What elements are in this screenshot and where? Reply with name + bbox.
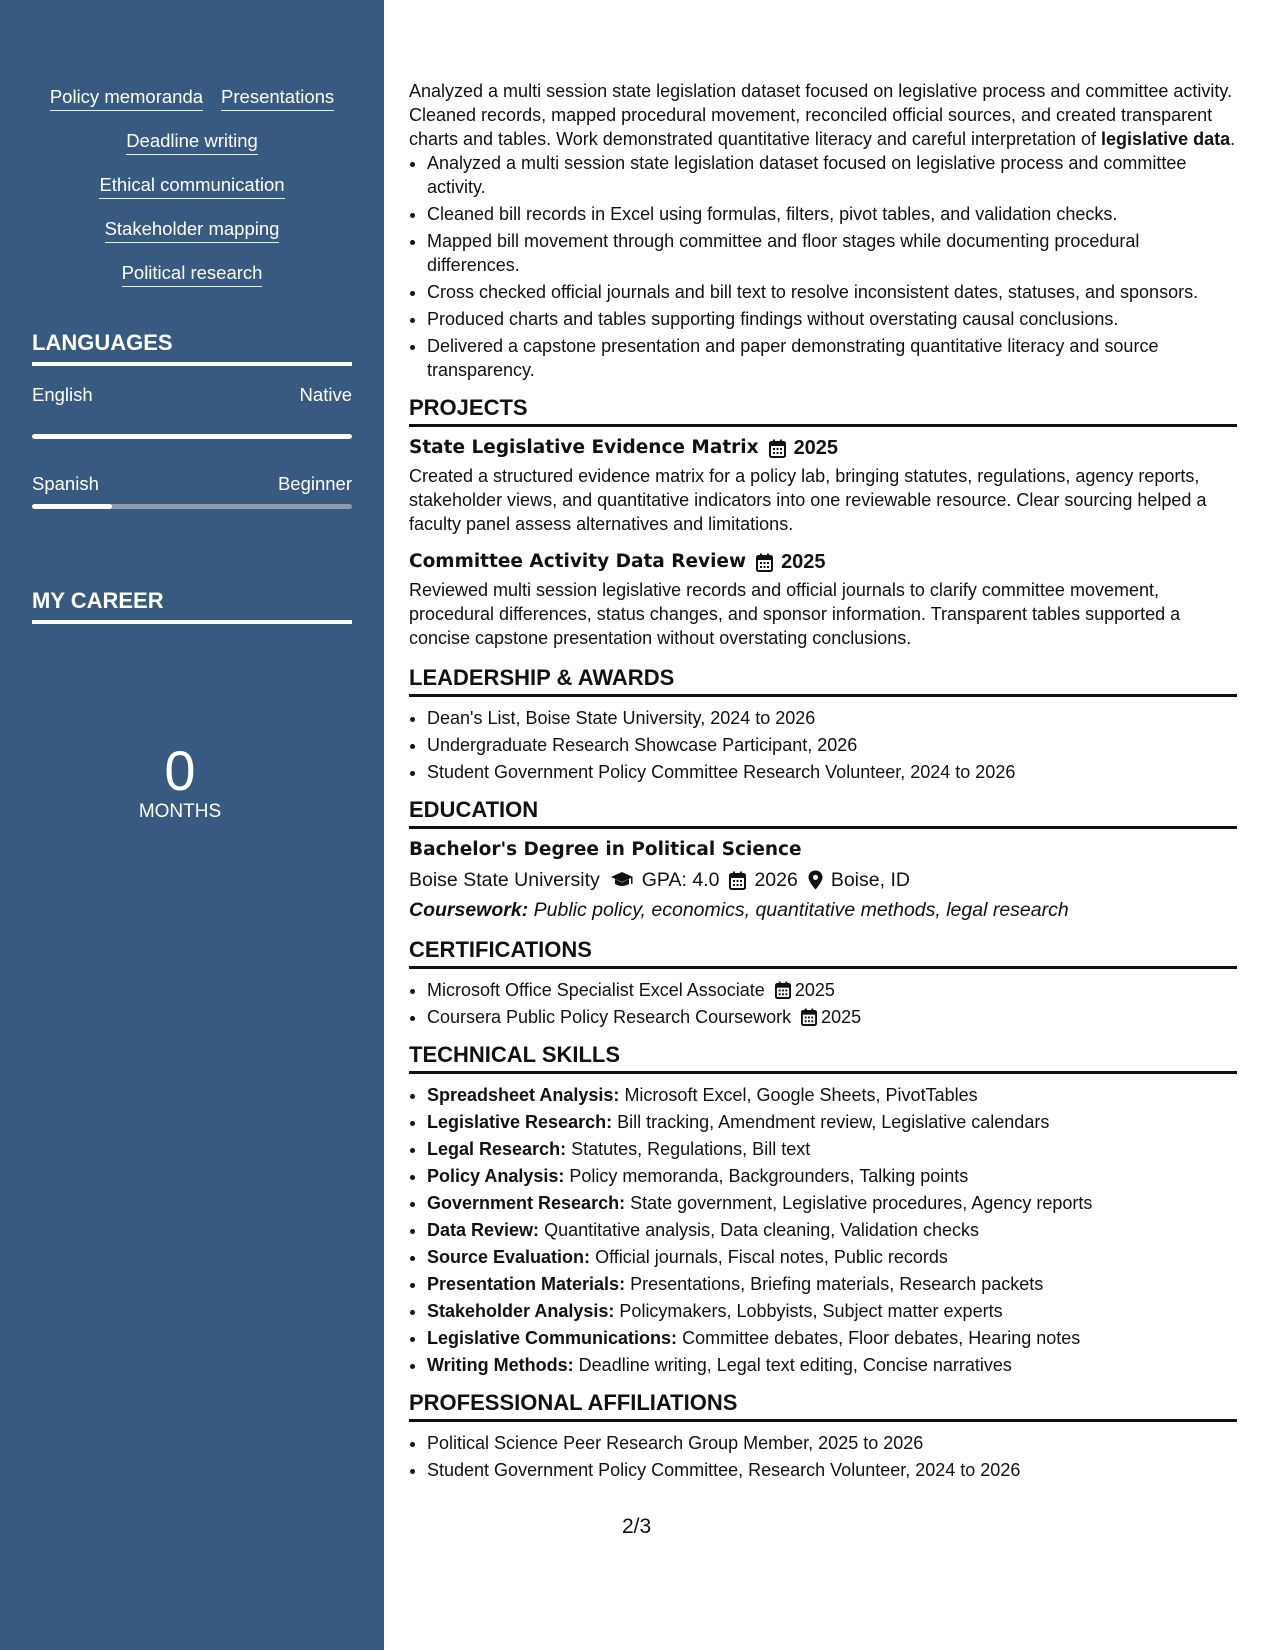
project-name: Committee Activity Data Review <box>409 551 747 572</box>
list-item <box>427 1326 1237 1350</box>
list-item <box>427 1164 1237 1188</box>
skill-value: Deadline writing, Legal text editing, Concise narratives <box>578 1355 1012 1375</box>
list-item <box>427 1191 1237 1215</box>
skills-heading: TECHNICAL SKILLS <box>409 1041 1237 1074</box>
list-item <box>427 1218 1237 1242</box>
leadership-heading: LEADERSHIP & AWARDS <box>409 664 1237 697</box>
graduation-year: 2026 <box>754 869 798 891</box>
list-item <box>427 978 1237 1002</box>
graduation-cap-icon <box>610 871 634 889</box>
sidebar <box>0 0 384 1650</box>
skill-label: Policy Analysis: <box>427 1166 565 1186</box>
skill-value: Policy memoranda, Backgrounders, Talking points <box>569 1166 969 1186</box>
map-pin-icon <box>808 870 823 890</box>
certification-year: 2025 <box>794 980 835 1000</box>
education-location: Boise, ID <box>830 869 910 891</box>
education-heading: EDUCATION <box>409 796 1237 829</box>
list-item: • Undergraduate Research Showcase Participant, 2026 <box>427 733 1237 757</box>
certifications-list <box>409 978 1237 1029</box>
career-counter <box>100 741 260 823</box>
project-description: Reviewed multi session legislative records and official journals to clarify committee movement, procedural differences, status changes, and sponsor information. Transparent tables supported a concise capstone presentation without overstating conclusions. <box>409 580 1181 648</box>
skill-tag: Political research <box>122 262 263 287</box>
language-proficiency-bar <box>32 434 352 439</box>
gpa: GPA: 4.0 <box>641 869 720 891</box>
skill-label: Spreadsheet Analysis: <box>427 1085 620 1105</box>
coursework <box>409 898 1237 922</box>
skill-tag: Presentations <box>221 86 334 111</box>
list-item: • Political Science Peer Research Group Member, 2025 to 2026 <box>427 1431 1237 1455</box>
project-year: 2025 <box>781 551 826 573</box>
skill-value: Official journals, Fiscal notes, Public records <box>595 1247 948 1267</box>
list-item: • Student Government Policy Committee, Research Volunteer, 2024 to 2026 <box>427 1458 1237 1482</box>
intro-bullets <box>409 151 1237 382</box>
list-item <box>427 1137 1237 1161</box>
skill-label: Legislative Research: <box>427 1112 613 1132</box>
career-heading: MY CAREER <box>32 588 352 624</box>
skill-tag: Ethical communication <box>99 174 284 199</box>
language-level: Beginner <box>277 473 352 494</box>
skill-label: Government Research: <box>427 1193 626 1213</box>
affiliations-heading: PROFESSIONAL AFFILIATIONS <box>409 1389 1237 1422</box>
coursework-text: Public policy, economics, quantitative methods, legal research <box>533 899 1069 921</box>
list-item <box>427 1299 1237 1323</box>
list-item <box>427 1005 1237 1029</box>
list-item <box>427 1245 1237 1269</box>
language-proficiency-fill <box>32 504 112 509</box>
calendar-icon <box>769 439 786 458</box>
skill-tag: Stakeholder mapping <box>105 218 280 243</box>
calendar-icon <box>775 981 791 999</box>
skill-label: Stakeholder Analysis: <box>427 1301 615 1321</box>
skill-label: Source Evaluation: <box>427 1247 591 1267</box>
page-number: 2/3 <box>622 1515 652 1538</box>
career-value: 0 <box>164 739 196 802</box>
list-item <box>427 1353 1237 1377</box>
coursework-label: Coursework: <box>409 899 529 921</box>
list-item: • Cross checked official journals and bill text to resolve inconsistent dates, statuses, and sponsors. <box>427 280 1237 304</box>
main-content <box>384 0 1275 1650</box>
calendar-icon <box>801 1008 817 1026</box>
list-item <box>427 1110 1237 1134</box>
skill-value: Statutes, Regulations, Bill text <box>571 1139 811 1159</box>
project-title <box>409 550 1237 574</box>
intro-text-end: . <box>1230 129 1236 149</box>
skill-label: Legal Research: <box>427 1139 567 1159</box>
language-name: Spanish <box>32 473 99 494</box>
languages-heading: LANGUAGES <box>32 330 352 366</box>
list-item <box>427 1083 1237 1107</box>
skill-value: Quantitative analysis, Data cleaning, Validation checks <box>544 1220 979 1240</box>
skill-value: Microsoft Excel, Google Sheets, PivotTables <box>624 1085 978 1105</box>
language-proficiency-bar <box>32 504 352 509</box>
intro-bold-text: legislative data <box>1101 129 1231 149</box>
calendar-icon <box>756 553 773 572</box>
degree-name: Bachelor's Degree in Political Science <box>409 839 802 860</box>
certifications-heading: CERTIFICATIONS <box>409 936 1237 969</box>
certification-name: • Coursera Public Policy Research Coursework <box>427 1007 792 1027</box>
school-name: Boise State University <box>409 869 600 891</box>
list-item <box>427 1272 1237 1296</box>
skill-value: Presentations, Briefing materials, Research packets <box>630 1274 1044 1294</box>
career-unit: MONTHS <box>138 801 222 822</box>
skill-value: State government, Legislative procedures, Agency reports <box>630 1193 1093 1213</box>
list-item: • Analyzed a multi session state legislation dataset focused on legislative process and committee activity. <box>427 151 1237 199</box>
skill-tags <box>32 86 352 287</box>
list-item: • Mapped bill movement through committee and floor stages while documenting procedural differences. <box>427 229 1237 277</box>
skill-value: Policymakers, Lobbyists, Subject matter experts <box>619 1301 1003 1321</box>
skill-value: Committee debates, Floor debates, Hearing notes <box>682 1328 1081 1348</box>
skill-tag: Deadline writing <box>126 130 258 155</box>
calendar-icon <box>729 871 746 890</box>
project-title <box>409 436 1237 460</box>
skills-list <box>409 1083 1237 1377</box>
list-item: • Produced charts and tables supporting findings without overstating causal conclusions. <box>427 307 1237 331</box>
skill-label: Legislative Communications: <box>427 1328 678 1348</box>
project-name: State Legislative Evidence Matrix <box>409 437 759 458</box>
project-description: Created a structured evidence matrix for a policy lab, bringing statutes, regulations, agency reports, stakeholder views, and quantitative indicators into one reviewable resource. Clear sourcing helped a faculty panel assess alternatives and limitations. <box>409 466 1207 534</box>
education-details <box>409 868 1237 892</box>
list-item: • Dean's List, Boise State University, 2024 to 2026 <box>427 706 1237 730</box>
projects-heading: PROJECTS <box>409 394 1237 427</box>
project-year: 2025 <box>793 437 839 459</box>
language-name: English <box>32 384 93 405</box>
skill-tag: Policy memoranda <box>50 86 203 111</box>
language-row <box>32 473 352 495</box>
intro-paragraph <box>409 79 1237 151</box>
certification-name: • Microsoft Office Specialist Excel Associate <box>427 980 765 1000</box>
list-item: • Delivered a capstone presentation and paper demonstrating quantitative literacy and source transparency. <box>427 334 1237 382</box>
language-level: Native <box>299 384 352 405</box>
certification-year: 2025 <box>821 1007 862 1027</box>
intro-text: Analyzed a multi session state legislation dataset focused on legislative process and committee activity. Cleaned records, mapped procedural movement, reconciled official sources, and created transparent charts and tables. Work demonstrated quantitative literacy and careful interpretation of <box>409 81 1233 149</box>
language-proficiency-fill <box>32 434 352 439</box>
skill-label: Data Review: <box>427 1220 540 1240</box>
list-item: • Student Government Policy Committee Research Volunteer, 2024 to 2026 <box>427 760 1237 784</box>
language-row <box>32 384 352 406</box>
skill-label: Writing Methods: <box>427 1355 574 1375</box>
affiliations-list <box>409 1431 1237 1482</box>
leadership-list <box>409 706 1237 784</box>
skill-value: Bill tracking, Amendment review, Legislative calendars <box>617 1112 1050 1132</box>
list-item: • Cleaned bill records in Excel using formulas, filters, pivot tables, and validation checks. <box>427 202 1237 226</box>
skill-label: Presentation Materials: <box>427 1274 626 1294</box>
